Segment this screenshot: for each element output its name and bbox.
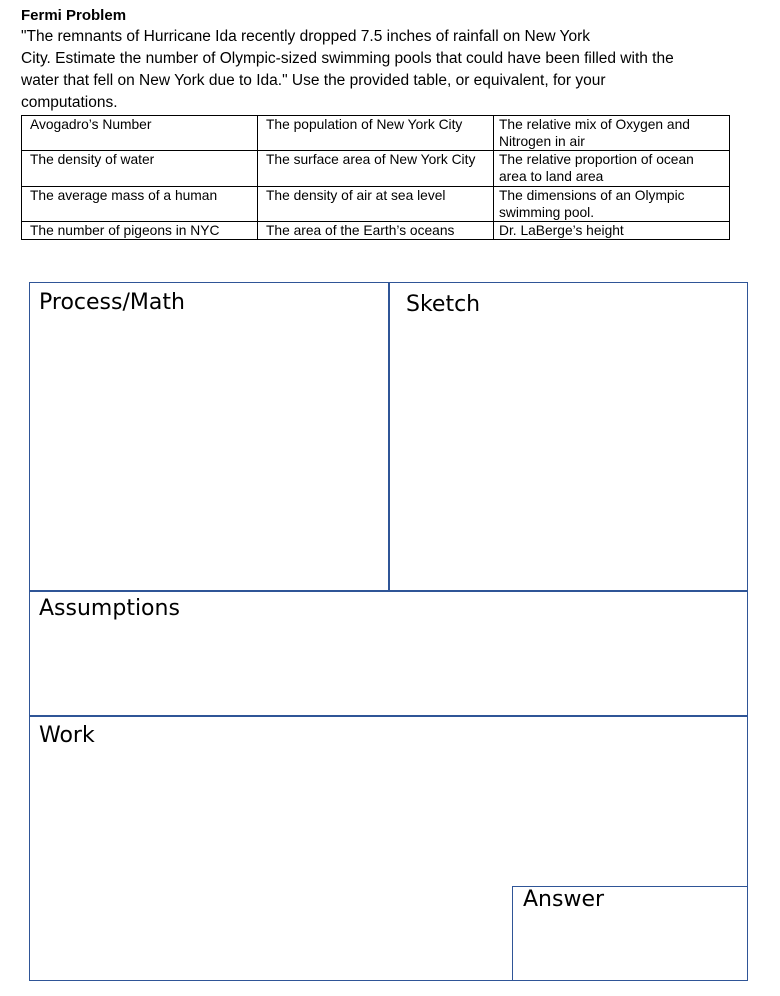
reference-table (21, 115, 730, 240)
table-row (22, 151, 730, 187)
table-cell: The relative proportion of ocean area to land area (494, 151, 730, 187)
table-cell: The population of New York City (258, 116, 494, 151)
assumptions-label: Assumptions (39, 596, 180, 621)
table-row (22, 116, 730, 151)
table-cell: The density of water (22, 151, 258, 187)
table-cell: Avogadro’s Number (22, 116, 258, 151)
prompt-line-1: "The remnants of Hurricane Ida recently dropped 7.5 inches of rainfall on New York (21, 28, 590, 45)
problem-title: Fermi Problem (21, 7, 127, 24)
prompt-line-4: computations. (21, 94, 118, 111)
prompt-line-3: water that fell on New York due to Ida." Use the provided table, or equivalent, for your (21, 72, 606, 89)
table-cell: The density of air at sea level (258, 187, 494, 222)
table-cell: The average mass of a human (22, 187, 258, 222)
sketch-label: Sketch (406, 292, 481, 317)
table-cell: The relative mix of Oxygen and Nitrogen in air (494, 116, 730, 151)
sketch-box[interactable] (388, 282, 748, 592)
answer-label: Answer (523, 887, 605, 912)
table-cell: The surface area of New York City (258, 151, 494, 187)
table-cell: Dr. LaBerge’s height (494, 222, 730, 240)
process-math-label: Process/Math (39, 290, 185, 315)
table-row (22, 222, 730, 240)
table-cell: The number of pigeons in NYC (22, 222, 258, 240)
work-label: Work (39, 723, 95, 748)
answer-box[interactable] (512, 886, 748, 981)
table-cell: The area of the Earth’s oceans (258, 222, 494, 240)
process-math-box[interactable] (29, 282, 390, 592)
assumptions-box[interactable] (29, 590, 748, 717)
table-cell: The dimensions of an Olympic swimming pool. (494, 187, 730, 222)
prompt-line-2: City. Estimate the number of Olympic-sized swimming pools that could have been filled with the (21, 50, 674, 67)
table-row (22, 187, 730, 222)
problem-prompt (21, 26, 736, 114)
